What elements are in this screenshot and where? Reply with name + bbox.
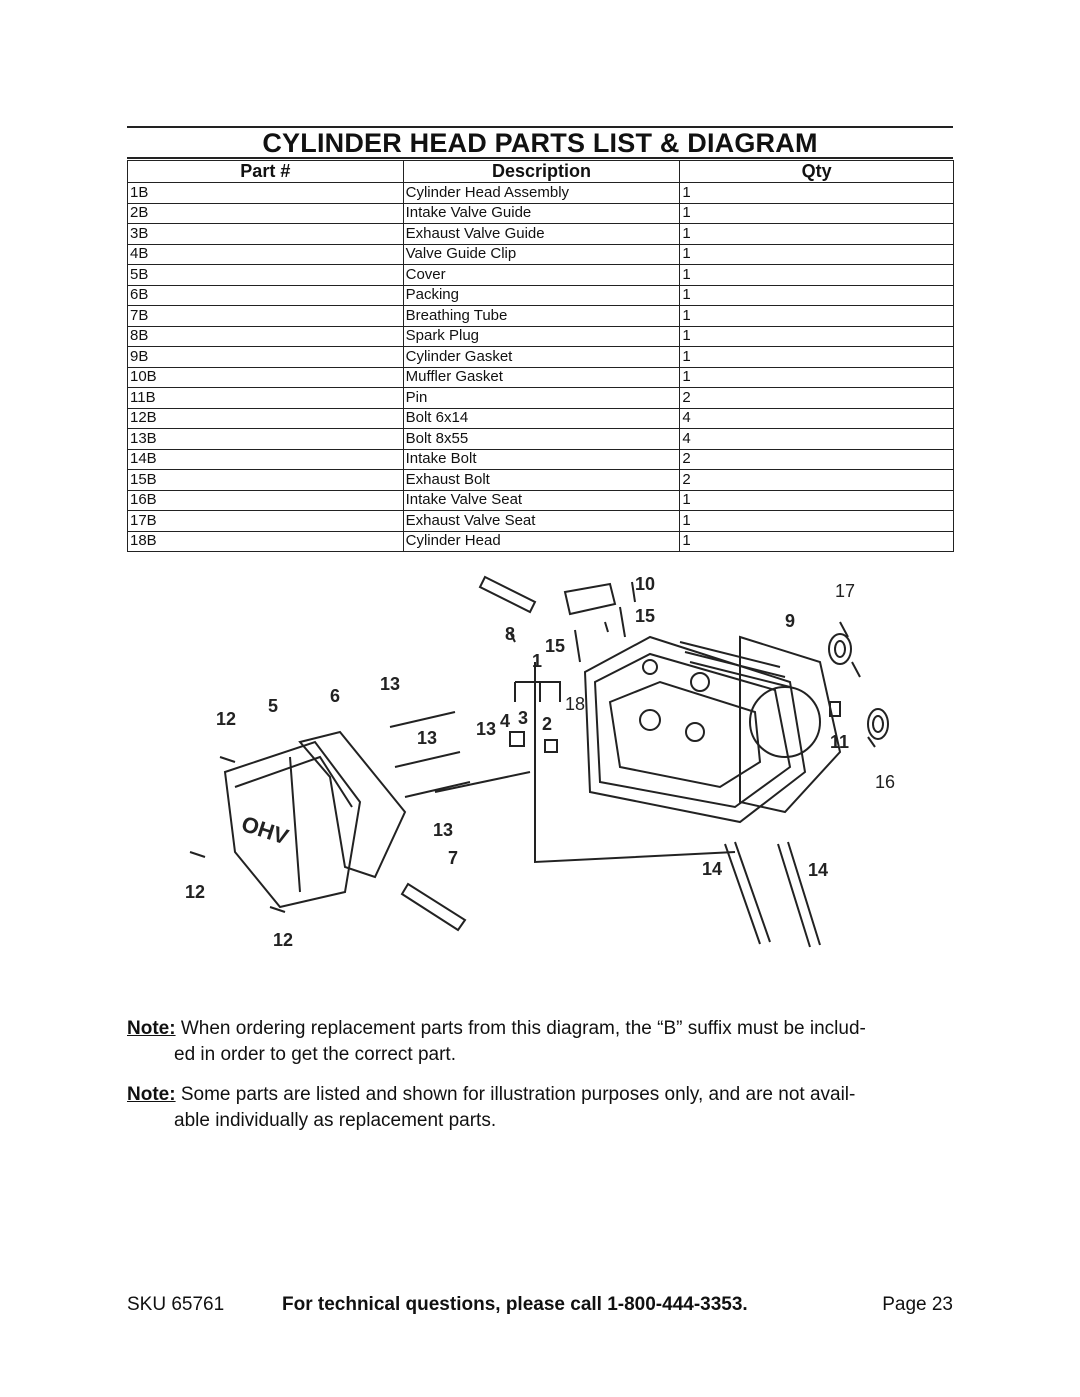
- part-number-cell: 8B: [128, 326, 404, 347]
- table-row: [128, 265, 954, 286]
- footer-page-number: Page 23: [882, 1294, 953, 1315]
- cylinder-head-exploded-diagram: [180, 562, 900, 962]
- qty-cell: 4: [680, 429, 954, 450]
- qty-cell: 1: [680, 265, 954, 286]
- qty-cell: 1: [680, 531, 954, 552]
- footer-tech-support: For technical questions, please call 1-800-444-3353.: [282, 1294, 748, 1315]
- diagram-callout: 12: [185, 882, 206, 902]
- header-part-number: Part #: [128, 161, 404, 183]
- qty-cell: 1: [680, 367, 954, 388]
- part-number-cell: 3B: [128, 224, 404, 245]
- part-number-cell: 12B: [128, 408, 404, 429]
- note-1-line-2: ed in order to get the correct part.: [174, 1044, 456, 1065]
- qty-cell: 1: [680, 490, 954, 511]
- qty-cell: 1: [680, 224, 954, 245]
- table-row: [128, 388, 954, 409]
- description-cell: Intake Bolt: [403, 449, 680, 470]
- parts-table: [127, 160, 954, 552]
- table-row: [128, 244, 954, 265]
- part-number-cell: 17B: [128, 511, 404, 532]
- diagram-callout: 13: [433, 820, 454, 840]
- part-number-cell: 5B: [128, 265, 404, 286]
- note-2: [127, 1082, 957, 1134]
- description-cell: Spark Plug: [403, 326, 680, 347]
- part-number-cell: 10B: [128, 367, 404, 388]
- note-2-label: Note:: [127, 1084, 176, 1105]
- table-row: [128, 429, 954, 450]
- parts-table-body: [128, 183, 954, 552]
- table-row: [128, 203, 954, 224]
- table-row: [128, 285, 954, 306]
- part-number-cell: 18B: [128, 531, 404, 552]
- description-cell: Exhaust Bolt: [403, 470, 680, 491]
- part-number-cell: 11B: [128, 388, 404, 409]
- note-2-line-1: Some parts are listed and shown for illustration purposes only, and are not avail-: [175, 1084, 856, 1105]
- title-bottom-rule: [127, 157, 953, 159]
- table-row: [128, 347, 954, 368]
- diagram-callout: 14: [702, 859, 723, 879]
- qty-cell: 1: [680, 244, 954, 265]
- description-cell: Intake Valve Seat: [403, 490, 680, 511]
- table-row: [128, 408, 954, 429]
- description-cell: Valve Guide Clip: [403, 244, 680, 265]
- exhaust-valve-seat: [829, 634, 851, 664]
- diagram-callout: 3: [518, 708, 529, 728]
- table-row: [128, 449, 954, 470]
- cover-ohv-text: OHV: [238, 810, 292, 850]
- part-number-cell: 7B: [128, 306, 404, 327]
- diagram-callout: 15: [635, 606, 656, 626]
- part-number-cell: 1B: [128, 183, 404, 204]
- spark-plug: [480, 577, 535, 612]
- description-cell: Pin: [403, 388, 680, 409]
- description-cell: Exhaust Valve Guide: [403, 224, 680, 245]
- diagram-callout: 16: [875, 772, 896, 792]
- qty-cell: 1: [680, 203, 954, 224]
- header-description: Description: [403, 161, 680, 183]
- diagram-callout: 11: [830, 732, 850, 752]
- qty-cell: 4: [680, 408, 954, 429]
- description-cell: Cylinder Head: [403, 531, 680, 552]
- part-number-cell: 15B: [128, 470, 404, 491]
- part-number-cell: 2B: [128, 203, 404, 224]
- table-row: [128, 326, 954, 347]
- qty-cell: 1: [680, 183, 954, 204]
- part-number-cell: 4B: [128, 244, 404, 265]
- table-row: [128, 531, 954, 552]
- note-1-line-1: When ordering replacement parts from this diagram, the “B” suffix must be includ-: [175, 1018, 866, 1039]
- description-cell: Bolt 6x14: [403, 408, 680, 429]
- breathing-tube: [402, 884, 465, 930]
- diagram-callout: 10: [635, 574, 656, 594]
- qty-cell: 1: [680, 326, 954, 347]
- diagram-callout: 1: [532, 651, 543, 671]
- diagram-callout: 2: [542, 714, 553, 734]
- footer-sku: SKU 65761: [127, 1294, 225, 1315]
- diagram-callout: 12: [216, 709, 237, 729]
- diagram-callout: 15: [545, 636, 566, 656]
- header-qty: Qty: [680, 161, 954, 183]
- part-number-cell: 9B: [128, 347, 404, 368]
- qty-cell: 1: [680, 511, 954, 532]
- diagram-callout: 18: [565, 694, 586, 714]
- table-row: [128, 224, 954, 245]
- qty-cell: 1: [680, 285, 954, 306]
- qty-cell: 2: [680, 449, 954, 470]
- table-header-row: [128, 161, 954, 183]
- diagram-callout: 17: [835, 581, 856, 601]
- part-number-cell: 14B: [128, 449, 404, 470]
- table-row: [128, 183, 954, 204]
- part-number-cell: 13B: [128, 429, 404, 450]
- part-number-cell: 6B: [128, 285, 404, 306]
- diagram-callout: 14: [808, 860, 829, 880]
- diagram-callout: 9: [785, 611, 796, 631]
- diagram-callout: 13: [417, 728, 438, 748]
- description-cell: Cover: [403, 265, 680, 286]
- diagram-callout: 6: [330, 686, 341, 706]
- diagram-callout: 13: [380, 674, 401, 694]
- description-cell: Packing: [403, 285, 680, 306]
- description-cell: Cylinder Gasket: [403, 347, 680, 368]
- qty-cell: 1: [680, 306, 954, 327]
- description-cell: Breathing Tube: [403, 306, 680, 327]
- part-number-cell: 16B: [128, 490, 404, 511]
- description-cell: Muffler Gasket: [403, 367, 680, 388]
- table-row: [128, 490, 954, 511]
- description-cell: Bolt 8x55: [403, 429, 680, 450]
- intake-bolt: [725, 842, 770, 944]
- note-1-label: Note:: [127, 1018, 176, 1039]
- diagram-callout: 4: [500, 711, 511, 731]
- table-row: [128, 306, 954, 327]
- qty-cell: 1: [680, 347, 954, 368]
- diagram-callout: 7: [448, 848, 459, 868]
- note-1: [127, 1016, 957, 1068]
- description-cell: Exhaust Valve Seat: [403, 511, 680, 532]
- table-row: [128, 511, 954, 532]
- note-2-line-2: able individually as replacement parts.: [174, 1110, 497, 1131]
- packing-gasket: [300, 732, 405, 877]
- diagram-callout: 13: [476, 719, 497, 739]
- diagram-callout: 8: [505, 624, 516, 644]
- page-title: CYLINDER HEAD PARTS LIST & DIAGRAM: [262, 128, 818, 158]
- intake-valve-seat: [868, 709, 888, 739]
- table-row: [128, 367, 954, 388]
- diagram-callout: 12: [273, 930, 294, 950]
- qty-cell: 2: [680, 388, 954, 409]
- description-cell: Cylinder Head Assembly: [403, 183, 680, 204]
- diagram-callout: 5: [268, 696, 279, 716]
- table-row: [128, 470, 954, 491]
- description-cell: Intake Valve Guide: [403, 203, 680, 224]
- cylinder-gasket: [740, 637, 840, 812]
- qty-cell: 2: [680, 470, 954, 491]
- muffler-gasket: [565, 584, 615, 614]
